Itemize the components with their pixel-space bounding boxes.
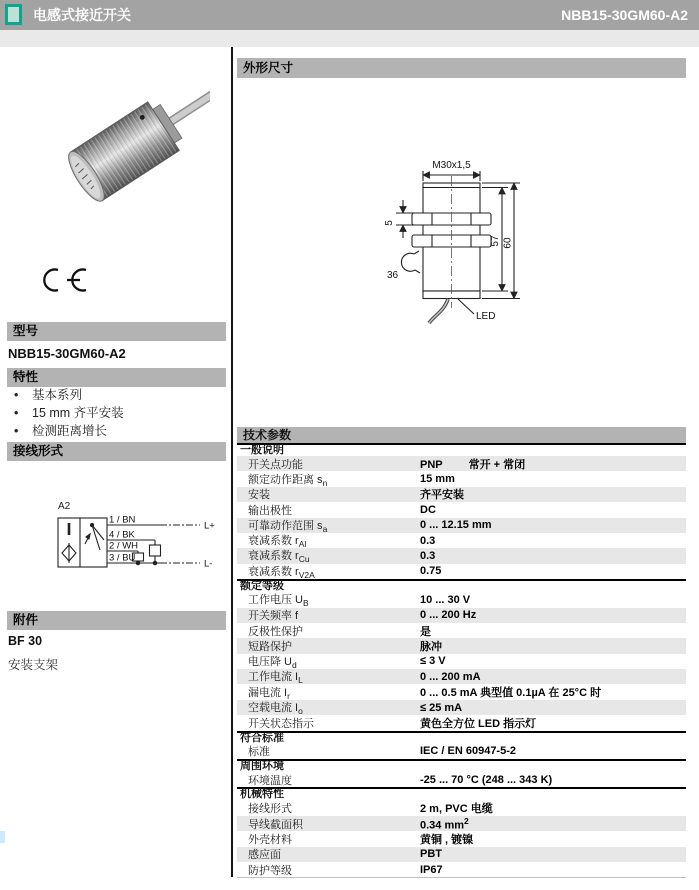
param-value: ≤ 3 V xyxy=(420,655,446,668)
pin-label: 3 / BU xyxy=(109,552,136,564)
param-label: 安装 xyxy=(248,489,270,502)
page-title: 电感式接近开关 xyxy=(33,7,131,23)
product-photo xyxy=(42,60,210,218)
table-row xyxy=(237,862,686,877)
param-label: 衰减系数 $r_{Cu}$ xyxy=(248,550,310,565)
param-label: 衰减系数 $r_{Al}$ xyxy=(248,535,307,550)
param-label: 接线形式 xyxy=(248,803,292,816)
param-value: IEC / EN 60947-5-2 xyxy=(420,745,516,758)
table-row xyxy=(237,533,686,548)
table-row xyxy=(237,744,686,759)
header-part-number: NBB15-30GM60-A2 xyxy=(561,7,688,23)
table-row xyxy=(237,816,686,831)
param-value: ≤ 25 mA xyxy=(420,701,463,714)
header-strip xyxy=(0,30,699,47)
param-value: PBT xyxy=(420,848,442,861)
accessory-description: 安装支架 xyxy=(8,658,59,672)
dim-nut-height-label: 5 xyxy=(384,220,395,226)
section-heading-accessories: 附件 xyxy=(7,611,226,630)
dimension-drawing xyxy=(378,148,630,336)
param-label: 工作电流 $I_L$ xyxy=(248,671,303,686)
table-row xyxy=(237,715,686,730)
table-group-title: 符合标准 xyxy=(237,731,686,744)
param-label: 开关频率 f xyxy=(248,610,299,623)
table-row xyxy=(237,772,686,787)
param-label: 额定动作距离 $s_n$ xyxy=(248,473,328,488)
page-edge-mark xyxy=(0,831,5,843)
dim-wrench-label: 36 xyxy=(387,270,399,281)
terminal-minus-label: L- xyxy=(204,558,213,570)
section-heading-dimensions: 外形尺寸 xyxy=(237,58,686,78)
table-row xyxy=(237,608,686,623)
table-row xyxy=(237,700,686,715)
table-row xyxy=(237,800,686,815)
param-label: 导线截面积 xyxy=(248,818,303,831)
table-row xyxy=(237,456,686,471)
table-row xyxy=(237,684,686,699)
dim-60-label: 60 xyxy=(502,237,514,249)
table-row xyxy=(237,592,686,607)
param-label: 衰减系数 $r_{V2A}$ xyxy=(248,565,315,581)
dim-thread-label: M30x1,5 xyxy=(432,160,471,171)
table-row xyxy=(237,638,686,653)
param-label: 短路保护 xyxy=(248,641,292,653)
table-group-title: 周围环境 xyxy=(237,759,686,772)
feature-item: • 基本系列 xyxy=(8,386,223,404)
param-label: 开关点功能 xyxy=(248,458,303,471)
param-value: 10 ... 30 V xyxy=(420,593,471,606)
param-value: 15 mm xyxy=(420,473,455,486)
table-row xyxy=(237,654,686,669)
param-label: 标准 xyxy=(248,746,270,759)
param-value: 0 ... 0.5 mA 典型值 0.1µA 在 25°C 时 xyxy=(420,687,602,700)
param-value: 0 ... 12.15 mm xyxy=(420,519,492,532)
param-label: 防护等级 xyxy=(248,864,292,877)
section-heading-model: 型号 xyxy=(7,322,226,341)
dim-57-label: 57 xyxy=(490,235,501,247)
table-group-title: 额定等级 xyxy=(237,579,686,592)
table-row xyxy=(237,847,686,862)
param-label: 环境温度 xyxy=(248,774,292,787)
pin-label: 1 / BN xyxy=(109,514,136,526)
param-value: IP67 xyxy=(420,863,443,876)
table-row xyxy=(237,564,686,579)
param-value: 0.75 xyxy=(420,565,442,578)
param-label: 开关状态指示 xyxy=(248,717,314,730)
param-value: DC xyxy=(420,503,436,516)
feature-list xyxy=(8,386,223,440)
column-divider xyxy=(231,47,233,877)
param-value: 2 m, PVC 电缆 xyxy=(420,803,493,816)
table-group-title: 一般说明 xyxy=(237,443,686,456)
terminal-plus-label: L+ xyxy=(204,520,215,532)
param-label: 外壳材料 xyxy=(248,833,292,846)
table-row xyxy=(237,669,686,684)
table-row xyxy=(237,831,686,846)
brand-square-icon xyxy=(5,4,22,25)
table-row xyxy=(237,471,686,486)
table-row xyxy=(237,487,686,502)
param-value-secondary: 常开 + 常闭 xyxy=(468,458,526,471)
table-row xyxy=(237,518,686,533)
section-heading-features: 特性 xyxy=(7,368,226,387)
param-value: 0 ... 200 mA xyxy=(420,670,481,683)
param-label: 漏电流 $I_r$ xyxy=(248,686,290,701)
param-label: 电压降 $U_d$ xyxy=(248,655,297,670)
pin-label: 4 / BK xyxy=(109,529,135,541)
accessory-model: BF 30 xyxy=(8,634,43,648)
param-value: 黄色全方位 LED 指示灯 xyxy=(420,717,537,730)
page-header xyxy=(0,0,699,30)
table-group-title: 机械特性 xyxy=(237,787,686,800)
param-label: 可靠动作范围 $s_a$ xyxy=(248,519,328,534)
param-value: 0.3 xyxy=(420,534,436,547)
table-row xyxy=(237,623,686,638)
param-label: 反极性保护 xyxy=(248,625,303,638)
param-value: 齐平安装 xyxy=(420,489,464,502)
param-label: 工作电压 $U_B$ xyxy=(248,594,309,609)
section-heading-connection: 接线形式 xyxy=(7,442,226,461)
dim-led-label: LED xyxy=(476,311,496,322)
ce-mark-icon xyxy=(33,266,93,294)
param-value: -25 ... 70 °C (248 ... 343 K) xyxy=(420,773,553,786)
feature-item: • 15 mm 齐平安装 xyxy=(8,404,223,422)
wiring-type-label: A2 xyxy=(58,501,71,512)
param-value: 黄铜 , 镀镍 xyxy=(420,833,474,846)
model-number: NBB15-30GM60-A2 xyxy=(8,346,126,361)
table-row xyxy=(237,502,686,517)
param-value: 0.34 $mm^2$ xyxy=(420,815,469,832)
param-label: 输出极性 xyxy=(248,504,292,517)
param-label: 感应面 xyxy=(248,849,281,862)
param-value: PNP 常开 + 常闭 xyxy=(420,458,526,471)
param-value: 是 xyxy=(420,625,431,638)
param-value: 0.3 xyxy=(420,550,436,563)
section-heading-tech-data: 技术参数 xyxy=(237,427,686,443)
param-value: 脉冲 xyxy=(420,641,442,653)
pin-label: 2 / WH xyxy=(109,540,139,552)
param-label: 空载电流 $I_o$ xyxy=(248,701,303,717)
param-value: 0 ... 200 Hz xyxy=(420,609,477,622)
feature-item: • 检测距离增长 xyxy=(8,422,223,440)
tech-table xyxy=(237,443,686,878)
wiring-diagram xyxy=(48,496,226,606)
table-row xyxy=(237,548,686,563)
